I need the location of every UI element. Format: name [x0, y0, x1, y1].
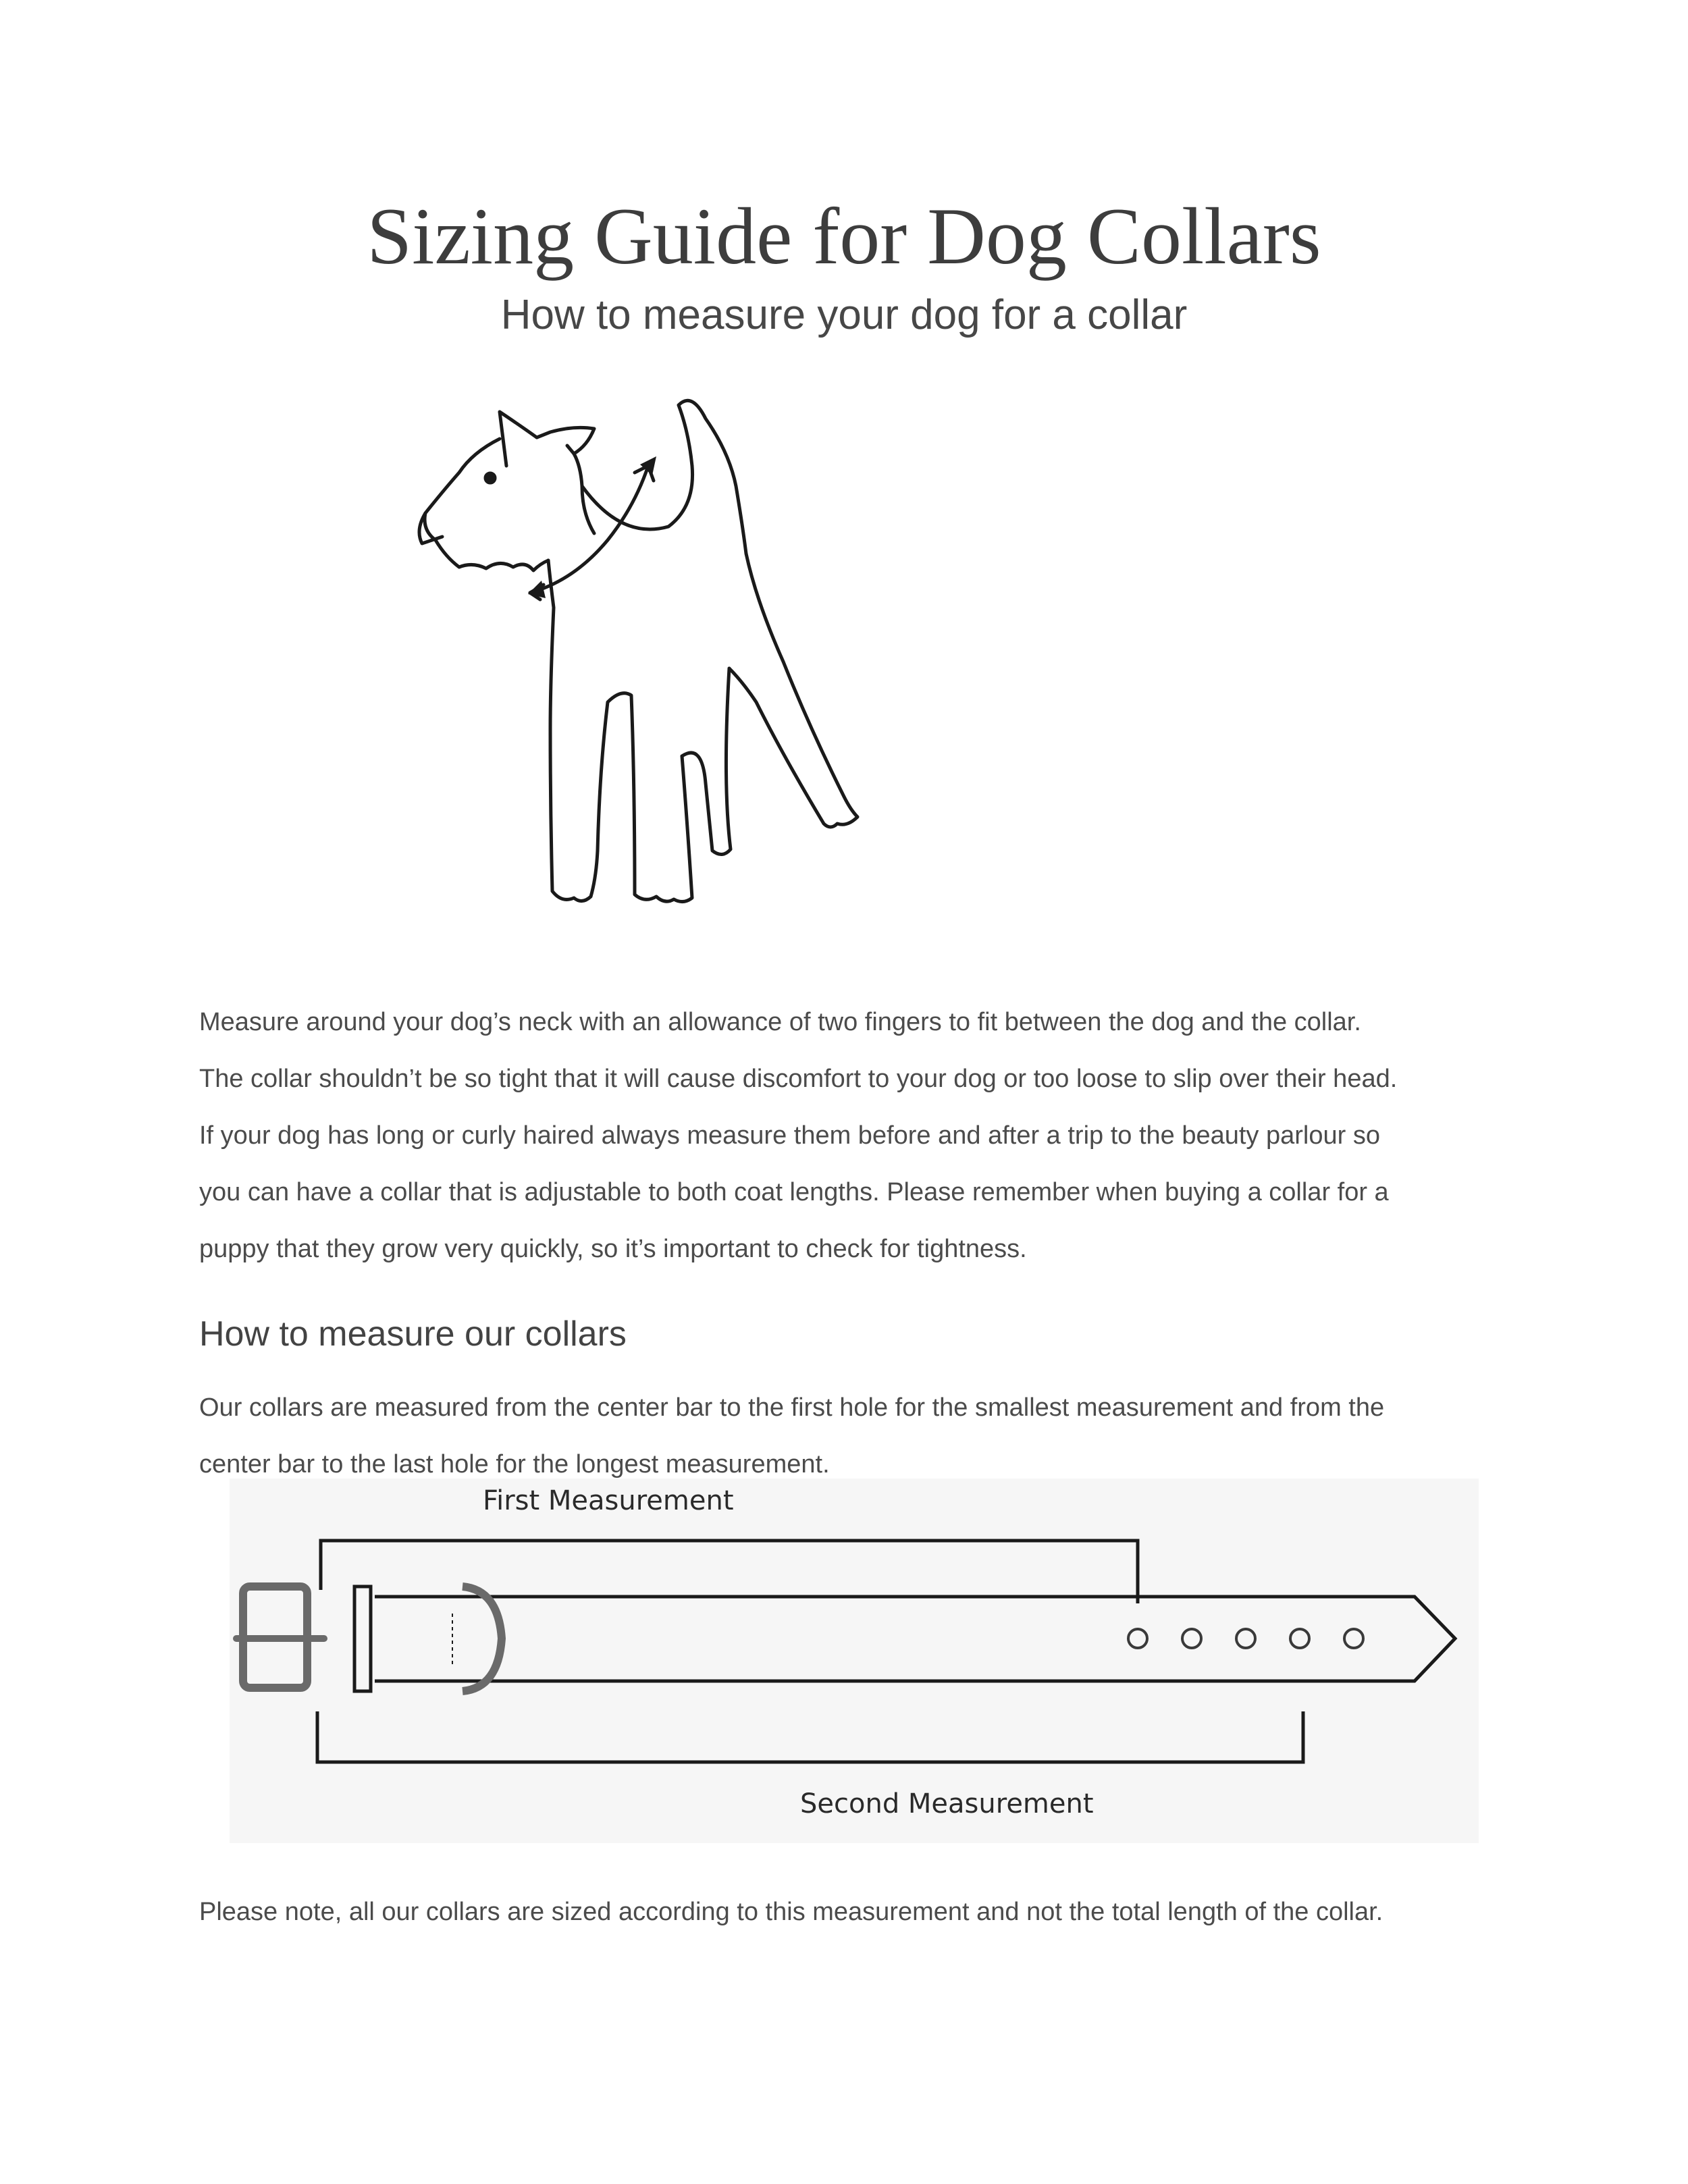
- intro-line: Measure around your dog’s neck with an allowance of two fingers to fit between the dog and the collar.: [199, 1008, 1361, 1036]
- second-measurement-label: Second Measurement: [800, 1788, 1094, 1819]
- page-subtitle: How to measure your dog for a collar: [500, 292, 1188, 338]
- first-measurement-label: First Measurement: [483, 1485, 734, 1516]
- intro-line: The collar shouldn’t be so tight that it will cause discomfort to your dog or too loose to slip over their head.: [199, 1065, 1398, 1093]
- collar-line: Our collars are measured from the center bar to the first hole for the smallest measurement and from the: [199, 1393, 1385, 1422]
- page-title: Sizing Guide for Dog Collars: [367, 191, 1321, 281]
- collar-line: center bar to the last hole for the longest measurement.: [199, 1450, 830, 1479]
- collar-measurement-diagram: [230, 1479, 1479, 1843]
- intro-line: you can have a collar that is adjustable to both coat lengths. Please remember when buying a collar for a: [199, 1178, 1389, 1206]
- intro-line: If your dog has long or curly haired always measure them before and after a trip to the beauty parlour so: [199, 1121, 1380, 1150]
- collar-paragraph: [199, 1379, 1523, 1493]
- intro-line: puppy that they grow very quickly, so it’s important to check for tightness.: [199, 1235, 1027, 1263]
- intro-paragraph: [199, 994, 1523, 1277]
- dog-illustration: [405, 378, 932, 938]
- section-heading: How to measure our collars: [199, 1314, 627, 1354]
- sizing-note: Please note, all our collars are sized according to this measurement and not the total length of the collar.: [199, 1898, 1383, 1926]
